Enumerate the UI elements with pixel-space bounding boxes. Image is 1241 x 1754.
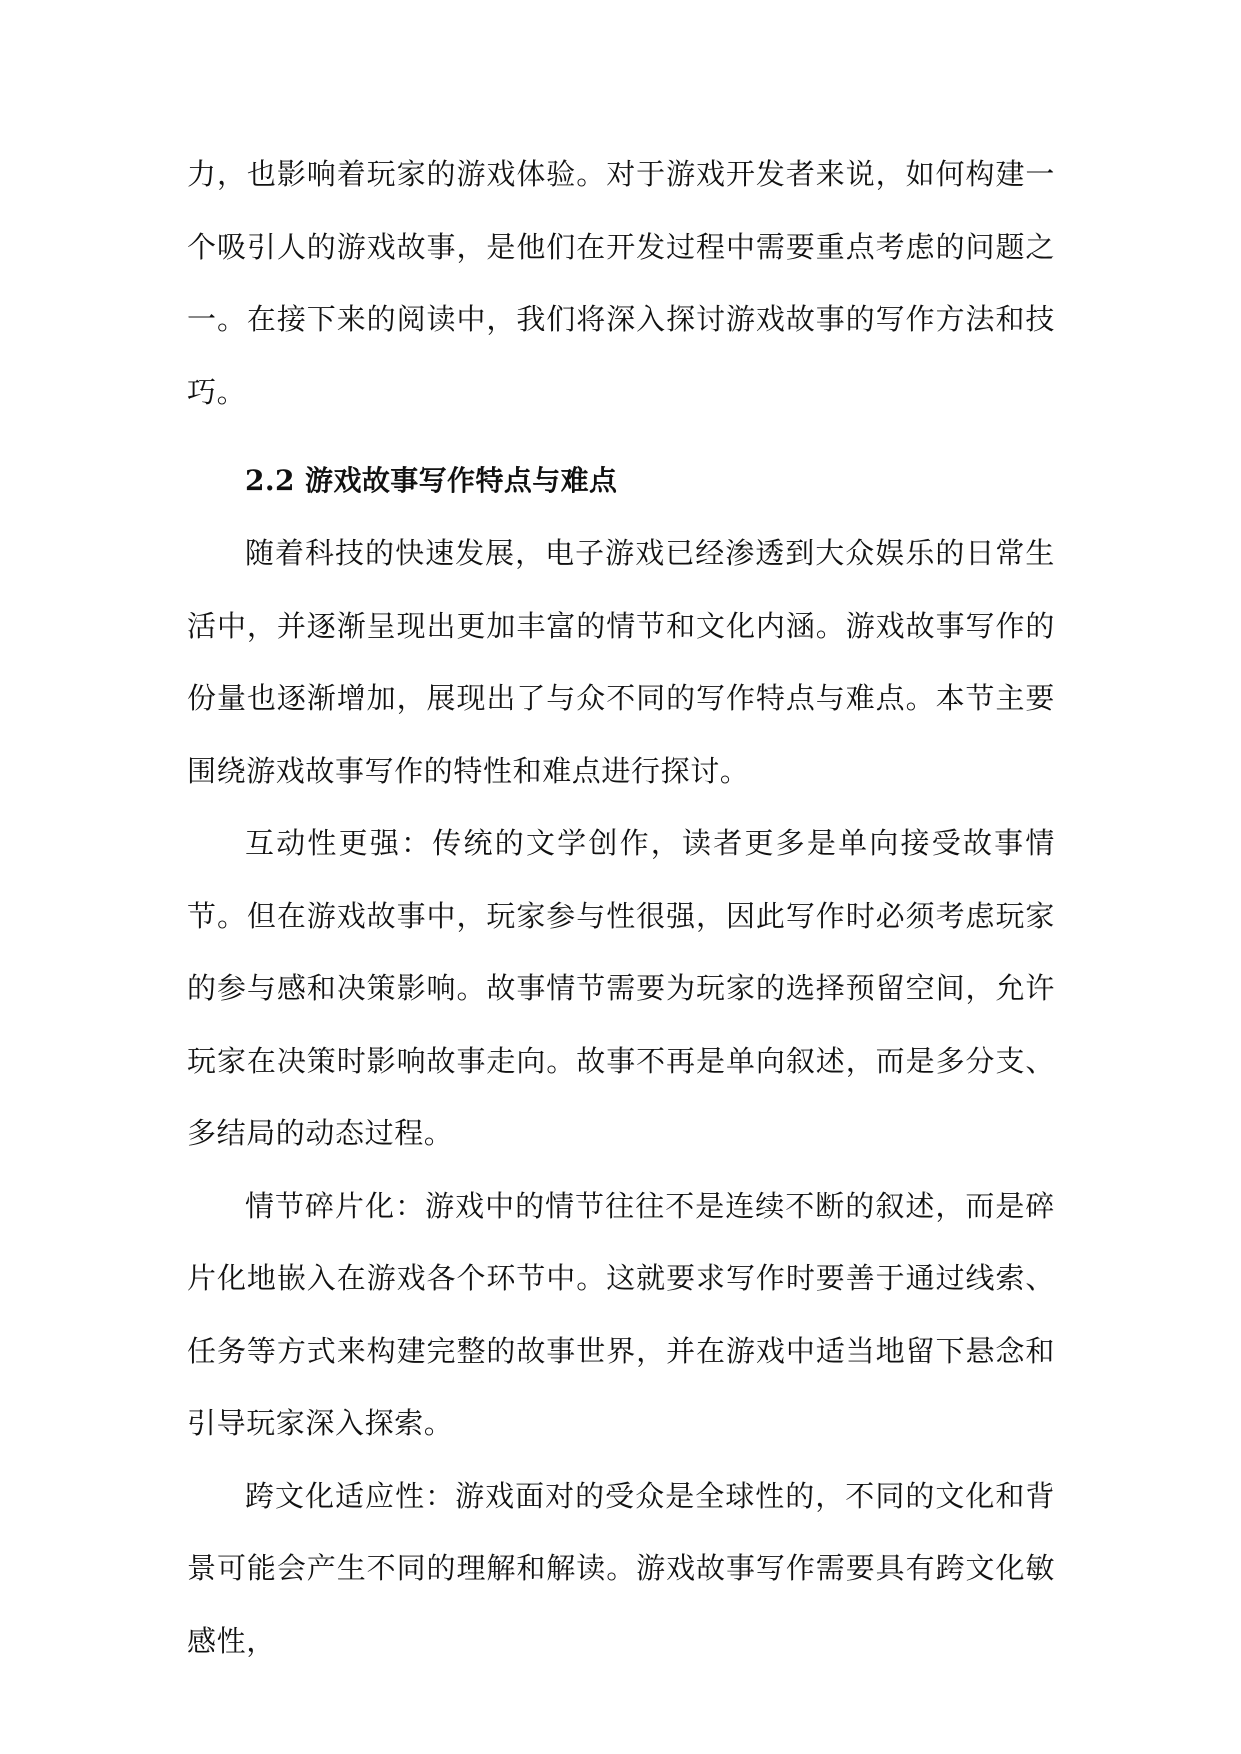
paragraph-intro: 随着科技的快速发展，电子游戏已经渗透到大众娱乐的日常生活中，并逐渐呈现出更加丰富的情节和文化内涵。游戏故事写作的份量也逐渐增加，展现出了与众不同的写作特点与难点。本节主要围绕游戏故事写作的特性和难点进行探讨。 xyxy=(187,536,1055,788)
page-content xyxy=(187,138,1055,1677)
paragraph-interactivity: 互动性更强：传统的文学创作，读者更多是单向接受故事情节。但在游戏故事中，玩家参与性很强，因此写作时必须考虑玩家的参与感和决策影响。故事情节需要为玩家的选择预留空间，允许玩家在决策时影响故事走向。故事不再是单向叙述，而是多分支、多结局的动态过程。 xyxy=(187,826,1055,1150)
paragraph-fragmentation: 情节碎片化：游戏中的情节往往不是连续不断的叙述，而是碎片化地嵌入在游戏各个环节中。这就要求写作时要善于通过线索、任务等方式来构建完整的故事世界，并在游戏中适当地留下悬念和引导玩家深入探索。 xyxy=(187,1188,1055,1440)
section-heading: 2.2 游戏故事写作特点与难点 xyxy=(245,464,618,497)
continuation-paragraph: 力，也影响着玩家的游戏体验。对于游戏开发者来说，如何构建一个吸引人的游戏故事，是他们在开发过程中需要重点考虑的问题之一。在接下来的阅读中，我们将深入探讨游戏故事的写作方法和技巧。 xyxy=(187,157,1055,409)
paragraph-cross-cultural: 跨文化适应性：游戏面对的受众是全球性的，不同的文化和背景可能会产生不同的理解和解读。游戏故事写作需要具有跨文化敏感性， xyxy=(187,1478,1055,1658)
